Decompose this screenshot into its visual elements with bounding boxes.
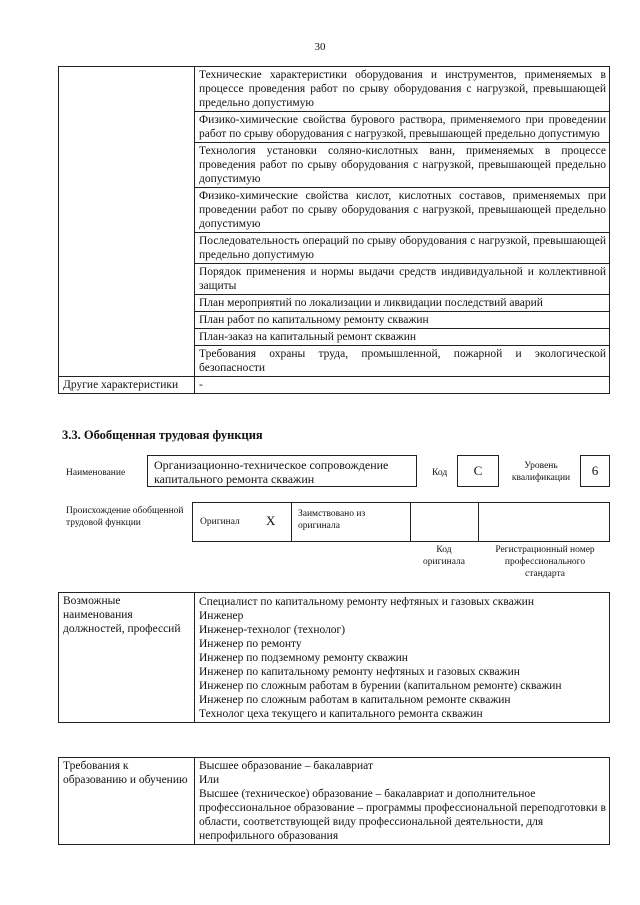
other-characteristics-value: - bbox=[195, 377, 610, 394]
level-label: Уровень квалификации bbox=[511, 461, 571, 483]
other-characteristics-label: Другие характеристики bbox=[59, 377, 195, 394]
origin-label: Происхождение обобщенной трудовой функции bbox=[66, 506, 184, 528]
knowledge-item: Последовательность операций по срыву оборудования с нагрузкой, превышающей предельно допустимую bbox=[195, 233, 610, 264]
table-row bbox=[59, 758, 610, 845]
list-item: Или bbox=[199, 774, 220, 786]
education-table bbox=[58, 757, 610, 845]
knowledge-item: Требования охраны труда, промышленной, пожарной и экологической безопасности bbox=[195, 346, 610, 377]
level-box bbox=[580, 455, 610, 487]
reg-number-caption: Регистрационный номер профессионального стандарта bbox=[495, 545, 595, 579]
origin-divider-2 bbox=[410, 502, 411, 542]
list-item: Инженер по капитальному ремонту нефтяных и газовых скважин bbox=[199, 666, 520, 678]
table-row bbox=[59, 377, 610, 394]
name-label: Наименование bbox=[66, 468, 126, 478]
list-item: Инженер по сложным работам в капитальном ремонте скважин bbox=[199, 694, 511, 706]
knowledge-item: План работ по капитальному ремонту скважин bbox=[195, 312, 610, 329]
section-title: 3.3. Обобщенная трудовая функция bbox=[62, 428, 263, 442]
original-mark: X bbox=[266, 513, 276, 528]
list-item: Технолог цеха текущего и капитального ремонта скважин bbox=[199, 708, 483, 720]
empty-label-cell bbox=[59, 67, 195, 377]
knowledge-item: Физико-химические свойства кислот, кислотных составов, применяемых при проведении работ по срыву оборудования с нагрузкой, превышающей предельно допустимую bbox=[195, 188, 610, 233]
origin-divider-3 bbox=[478, 502, 479, 542]
table-row bbox=[59, 67, 610, 112]
original-label: Оригинал bbox=[200, 517, 240, 527]
positions-label: Возможные наименования должностей, профессий bbox=[59, 593, 195, 723]
origin-divider-1 bbox=[291, 502, 292, 542]
knowledge-item: План мероприятий по локализации и ликвидации последствий аварий bbox=[195, 295, 610, 312]
knowledge-item: План-заказ на капитальный ремонт скважин bbox=[195, 329, 610, 346]
list-item: Высшее (техническое) образование – бакалавриат и дополнительное профессиональное образование – программы профессиональной переподготовки в области, соответствующей виду профессиональной деятельности, для непрофильного образования bbox=[199, 788, 606, 842]
knowledge-item: Порядок применения и нормы выдачи средств индивидуальной и коллективной защиты bbox=[195, 264, 610, 295]
page-number: 30 bbox=[314, 41, 326, 53]
list-item: Инженер-технолог (технолог) bbox=[199, 624, 346, 636]
knowledge-item: Технология установки соляно-кислотных ванн, применяемых в процессе проведения работ по срыву оборудования с нагрузкой, превышающей предельно допустимую bbox=[195, 143, 610, 188]
list-item: Инженер по сложным работам в бурении (капитальном ремонте) скважин bbox=[199, 680, 562, 692]
list-item: Инженер по ремонту bbox=[199, 638, 302, 650]
list-item: Инженер по подземному ремонту скважин bbox=[199, 652, 408, 664]
positions-table bbox=[58, 592, 610, 723]
knowledge-table bbox=[58, 66, 610, 394]
list-item: Высшее образование – бакалавриат bbox=[199, 760, 373, 772]
education-list bbox=[195, 758, 610, 845]
knowledge-item: Технические характеристики оборудования и инструментов, применяемых в процессе проведения работ по срыву оборудования с нагрузкой, превышающей предельно допустимую bbox=[195, 67, 610, 112]
level-value: 6 bbox=[591, 463, 599, 478]
code-box bbox=[457, 455, 499, 487]
table-row bbox=[59, 593, 610, 723]
list-item: Инженер bbox=[199, 610, 244, 622]
list-item: Специалист по капитальному ремонту нефтяных и газовых скважин bbox=[199, 596, 534, 608]
function-name-value: Организационно-техническое сопровождение капитального ремонта скважин bbox=[154, 458, 389, 486]
education-label: Требования к образованию и обучению bbox=[59, 758, 195, 845]
positions-list bbox=[195, 593, 610, 723]
code-label: Код bbox=[432, 468, 448, 478]
code-original-caption: Код оригинала bbox=[423, 545, 465, 567]
code-value: C bbox=[473, 463, 483, 478]
function-name-box bbox=[147, 455, 417, 487]
borrowed-label: Заимствовано из оригинала bbox=[298, 509, 366, 531]
knowledge-item: Физико-химические свойства бурового раствора, применяемого при проведении работ по срыву оборудования с нагрузкой, превышающей предельно допустимую bbox=[195, 112, 610, 143]
